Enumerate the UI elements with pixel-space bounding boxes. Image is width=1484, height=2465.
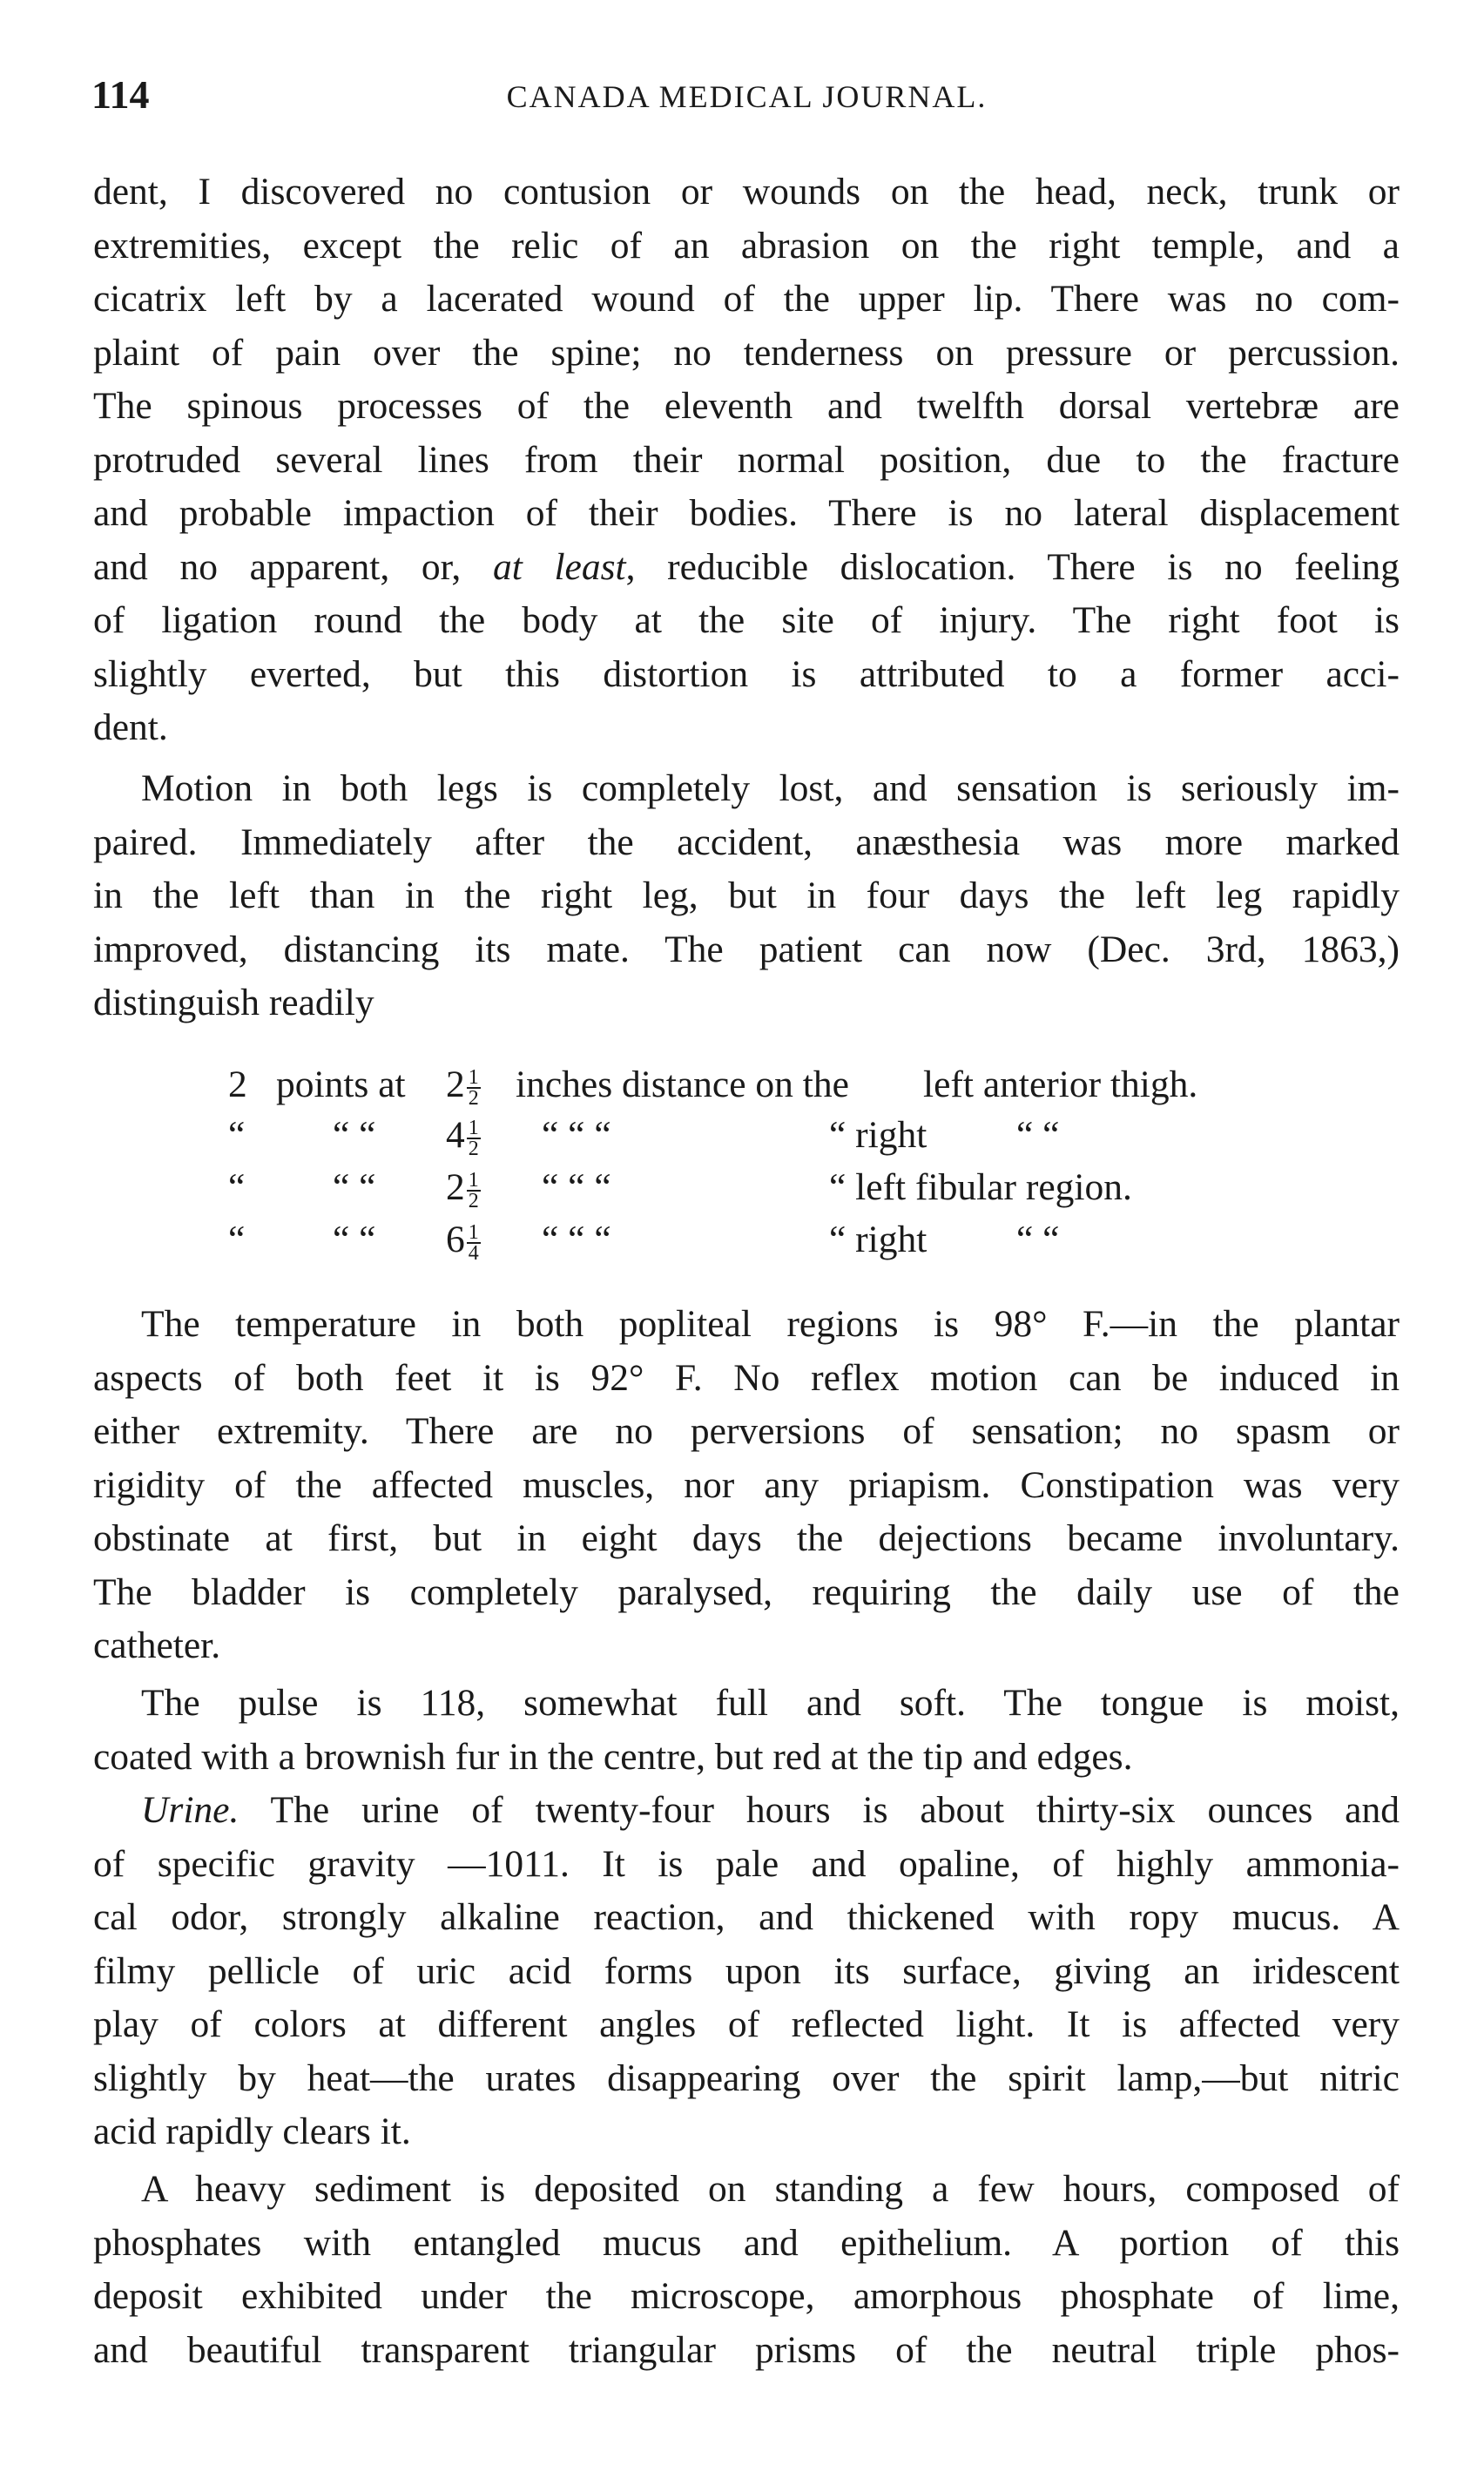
- measure-cell: inches distance on the: [516, 1064, 849, 1105]
- side-cell: “ left fibular region.: [829, 1166, 1132, 1208]
- paragraph-5: [93, 1784, 1400, 2159]
- fraction: [467, 1171, 481, 1211]
- text-line: dent.: [93, 706, 168, 748]
- points-cell: “: [228, 1219, 246, 1260]
- distance-whole: 4: [446, 1114, 465, 1156]
- text-line: aspects of both feet it is 92° F. No reflex motion can be induced in: [93, 1356, 1400, 1399]
- side-cell: “ right: [829, 1114, 928, 1156]
- text-line: A heavy sediment is deposited on standing a few hours, composed of: [141, 2168, 1400, 2210]
- fraction-numerator: 1: [468, 1169, 479, 1192]
- distance-cell: [446, 1165, 481, 1211]
- text-line: The spinous processes of the eleventh and twelfth dorsal vertebræ are: [93, 385, 1400, 427]
- points-cell: “: [228, 1166, 246, 1208]
- paragraph-1: [93, 165, 1400, 755]
- text-line: phosphates with entangled mucus and epithelium. A portion of this: [93, 2221, 1400, 2264]
- text-line: either extremity. There are no perversions of sensation; no spasm or: [93, 1410, 1400, 1452]
- page-header: [91, 71, 1402, 132]
- fraction-denominator: 2: [468, 1087, 479, 1111]
- measure-cell: “ “ “: [542, 1219, 611, 1260]
- running-head: CANADA MEDICAL JOURNAL.: [506, 79, 988, 114]
- paragraph-3: [93, 1298, 1400, 1673]
- text-line: Motion in both legs is completely lost, and sensation is seriously im-: [141, 767, 1400, 809]
- fraction-denominator: 2: [468, 1190, 479, 1213]
- text-line: The temperature in both popliteal regions is 98° F.—in the plantar: [141, 1303, 1400, 1345]
- italic-heading: Urine.: [141, 1789, 239, 1831]
- distance-whole: 6: [446, 1219, 465, 1260]
- side-cell: left anterior thigh.: [923, 1064, 1198, 1105]
- text-line: [93, 541, 1400, 595]
- distance-whole: 2: [446, 1064, 465, 1105]
- fraction: [467, 1221, 481, 1266]
- ditto-cell: “ “: [1016, 1114, 1060, 1156]
- text-line: acid rapidly clears it.: [93, 2110, 411, 2152]
- distance-cell: [446, 1063, 481, 1111]
- text-line: The pulse is 118, somewhat full and soft. The tongue is moist,: [141, 1682, 1400, 1724]
- text-line: catheter.: [93, 1624, 221, 1666]
- text-line: extremities, except the relic of an abrasion on the right temple, and a: [93, 224, 1400, 267]
- text-line: deposit exhibited under the microscope, amorphous phosphate of lime,: [93, 2275, 1400, 2317]
- text-line: The bladder is completely paralysed, requiring the daily use of the: [93, 1570, 1400, 1613]
- fraction-numerator: 1: [468, 1066, 479, 1090]
- paragraph-6: [93, 2163, 1400, 2377]
- text-line: of ligation round the body at the site of injury. The right foot is: [93, 599, 1400, 641]
- text-line: obstinate at first, but in eight days the dejections became involuntary.: [93, 1517, 1400, 1559]
- paragraph-2: [93, 762, 1400, 1030]
- distance-cell: [446, 1113, 481, 1161]
- fraction: [467, 1066, 481, 1111]
- page-number: 114: [91, 72, 150, 117]
- text-line: of specific gravity —1011. It is pale and opaline, of highly ammonia-: [93, 1842, 1400, 1885]
- ditto-cell: “ “: [1016, 1219, 1060, 1260]
- prep-cell: “ “: [333, 1166, 376, 1208]
- text-line: improved, distancing its mate. The patient can now (Dec. 3rd, 1863,): [93, 928, 1400, 970]
- text-line: in the left than in the right leg, but in four days the left leg rapidly: [93, 875, 1400, 916]
- text-span: , reducible dislocation. There is no feeling: [625, 545, 1400, 588]
- fraction-numerator: 1: [468, 1117, 479, 1140]
- prep-cell: points at: [276, 1064, 406, 1105]
- distance-whole: 2: [446, 1166, 465, 1208]
- text-line: [93, 1784, 1400, 1838]
- text-line: play of colors at different angles of reflected light. It is affected very: [93, 2003, 1400, 2045]
- measure-cell: “ “ “: [542, 1114, 611, 1156]
- prep-cell: “ “: [333, 1114, 376, 1156]
- text-line: paired. Immediately after the accident, anæsthesia was more marked: [93, 821, 1400, 863]
- fraction-numerator: 1: [468, 1221, 479, 1245]
- measure-cell: “ “ “: [542, 1166, 611, 1208]
- italic-phrase: at least: [492, 545, 626, 588]
- text-line: rigidity of the affected muscles, nor any priapism. Constipation was very: [93, 1463, 1400, 1506]
- text-line: cal odor, strongly alkaline reaction, and thickened with ropy mucus. A: [93, 1896, 1400, 1938]
- text-line: dent, I discovered no contusion or wounds on the head, neck, trunk or: [93, 171, 1400, 213]
- text-line: protruded several lines from their normal position, due to the fracture: [93, 438, 1400, 481]
- side-cell: “ right: [829, 1219, 928, 1260]
- paragraph-4: [93, 1677, 1400, 1784]
- text-line: and beautiful transparent triangular prisms of the neutral triple phos-: [93, 2328, 1400, 2371]
- fraction-denominator: 4: [468, 1242, 479, 1266]
- points-cell: “: [228, 1114, 246, 1156]
- text-line: distinguish readily: [93, 982, 374, 1023]
- distance-cell: [446, 1218, 481, 1266]
- text-line: slightly by heat—the urates disappearing over the spirit lamp,—but nitric: [93, 2056, 1400, 2099]
- text-line: and probable impaction of their bodies. There is no lateral displacement: [93, 492, 1400, 534]
- text-line: coated with a brownish fur in the centre, but red at the tip and edges.: [93, 1735, 1133, 1778]
- text-span: and no apparent, or,: [93, 545, 493, 588]
- text-line: plaint of pain over the spine; no tenderness on pressure or percussion.: [93, 331, 1400, 374]
- text-span: The urine of twenty-four hours is about thirty-six ounces and: [239, 1789, 1400, 1831]
- fraction: [467, 1117, 481, 1161]
- prep-cell: “ “: [333, 1219, 376, 1260]
- points-cell: 2: [228, 1064, 247, 1105]
- text-line: filmy pellicle of uric acid forms upon its surface, giving an iridescent: [93, 1949, 1400, 1992]
- fraction-denominator: 2: [468, 1138, 479, 1161]
- text-line: cicatrix left by a lacerated wound of the upper lip. There was no com-: [93, 278, 1400, 320]
- text-line: slightly everted, but this distortion is attributed to a former acci-: [93, 652, 1400, 695]
